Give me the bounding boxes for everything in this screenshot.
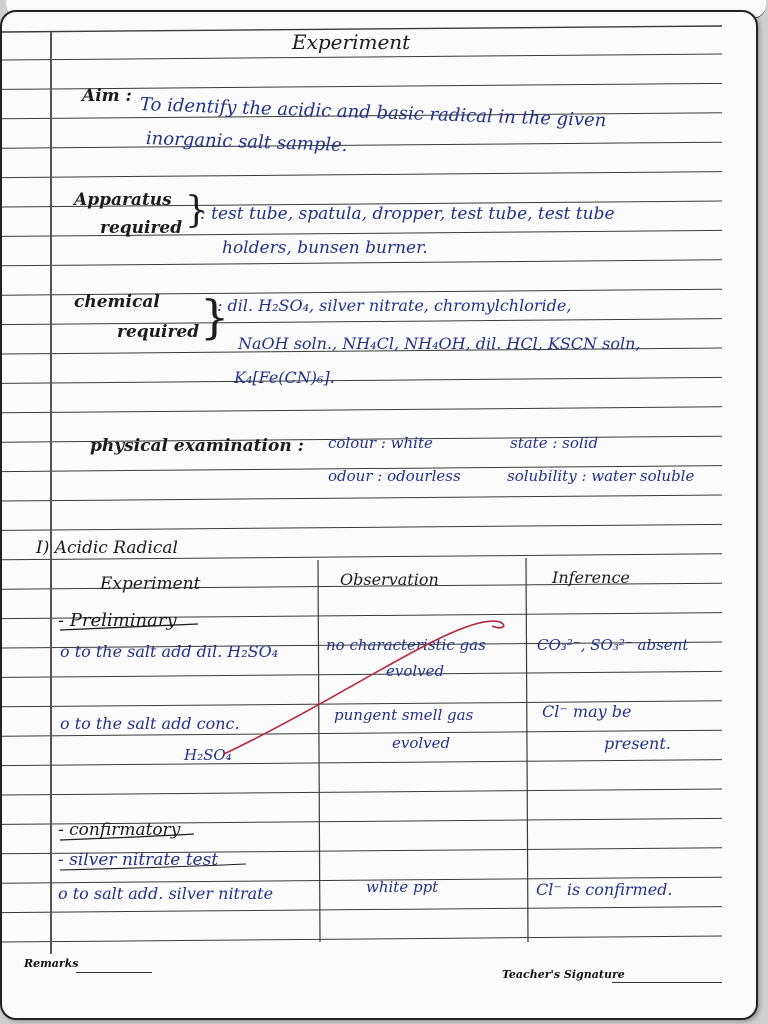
physical-label: physical examination : (90, 436, 304, 456)
confirmatory-underline (60, 834, 194, 840)
header-observation: Observation (340, 570, 439, 589)
remarks-label: Remarks (24, 957, 79, 970)
chemical-brace-icon: } (200, 290, 230, 344)
confirmatory-label: - confirmatory (58, 820, 181, 840)
page-heading: Experiment (292, 30, 411, 54)
aim-line-1: To identify the acidic and basic radical in the given (139, 94, 607, 132)
row1-experiment: o to the salt add dil. H₂SO₄ (60, 642, 279, 661)
silver-nitrate-underline (60, 864, 246, 870)
row3-experiment: o to salt add. silver nitrate (58, 884, 274, 903)
row3-observation: white ppt (366, 878, 439, 896)
physical-solubility: solubility : water soluble (507, 467, 695, 485)
row3-inference: Cl⁻ is confirmed. (536, 880, 673, 899)
row1-inference: CO₃²⁻, SO₃²⁻ absent (537, 636, 689, 654)
row2-observation-2: evolved (392, 734, 451, 752)
aim-line-2: inorganic salt sample. (145, 128, 348, 157)
preliminary-label: - Preliminary (58, 610, 177, 631)
chemical-line-2: NaOH soln., NH₄Cl, NH₄OH, dil. HCl, KSCN soln, (238, 334, 641, 353)
header-experiment: Experiment (100, 574, 201, 594)
apparatus-line-1: : test tube, spatula, dropper, test tube, test tube (200, 204, 615, 224)
row1-observation-1: no characteristic gas (326, 636, 486, 654)
chemical-label-2: required (117, 322, 200, 342)
physical-odour: odour : odourless (328, 467, 461, 485)
section-title: I) Acidic Radical (36, 538, 178, 558)
teacher-check-mark (224, 621, 504, 754)
apparatus-label-2: required (100, 218, 183, 238)
ink-annotations (2, 12, 756, 1018)
teacher-signature-label: Teacher's Signature (502, 968, 625, 981)
row2-experiment-1: o to the salt add conc. (60, 714, 240, 733)
apparatus-line-2: holders, bunsen burner. (222, 238, 428, 258)
physical-colour: colour : white (328, 434, 433, 452)
physical-state: state : solid (510, 434, 599, 452)
row2-inference-1: Cl⁻ may be (542, 702, 632, 721)
chemical-line-1: : dil. H₂SO₄, silver nitrate, chromylchloride, (217, 296, 572, 315)
header-inference: Inference (552, 568, 630, 587)
aim-label: Aim : (82, 86, 132, 106)
row2-experiment-2: H₂SO₄ (184, 746, 232, 764)
row2-observation-1: pungent smell gas (334, 706, 474, 724)
preliminary-underline (60, 624, 198, 630)
chemical-line-3: K₄[Fe(CN)₆]. (234, 368, 335, 387)
apparatus-label-1: Apparatus (74, 190, 172, 210)
signature-line (612, 982, 722, 983)
apparatus-brace-icon: } (185, 190, 208, 231)
remarks-line (76, 972, 152, 973)
chemical-label-1: chemical (74, 292, 160, 312)
notebook-page (0, 10, 758, 1020)
silver-nitrate-test-label: - silver nitrate test (58, 850, 219, 870)
row2-inference-2: present. (604, 734, 671, 753)
row1-observation-2: evolved (386, 662, 445, 680)
